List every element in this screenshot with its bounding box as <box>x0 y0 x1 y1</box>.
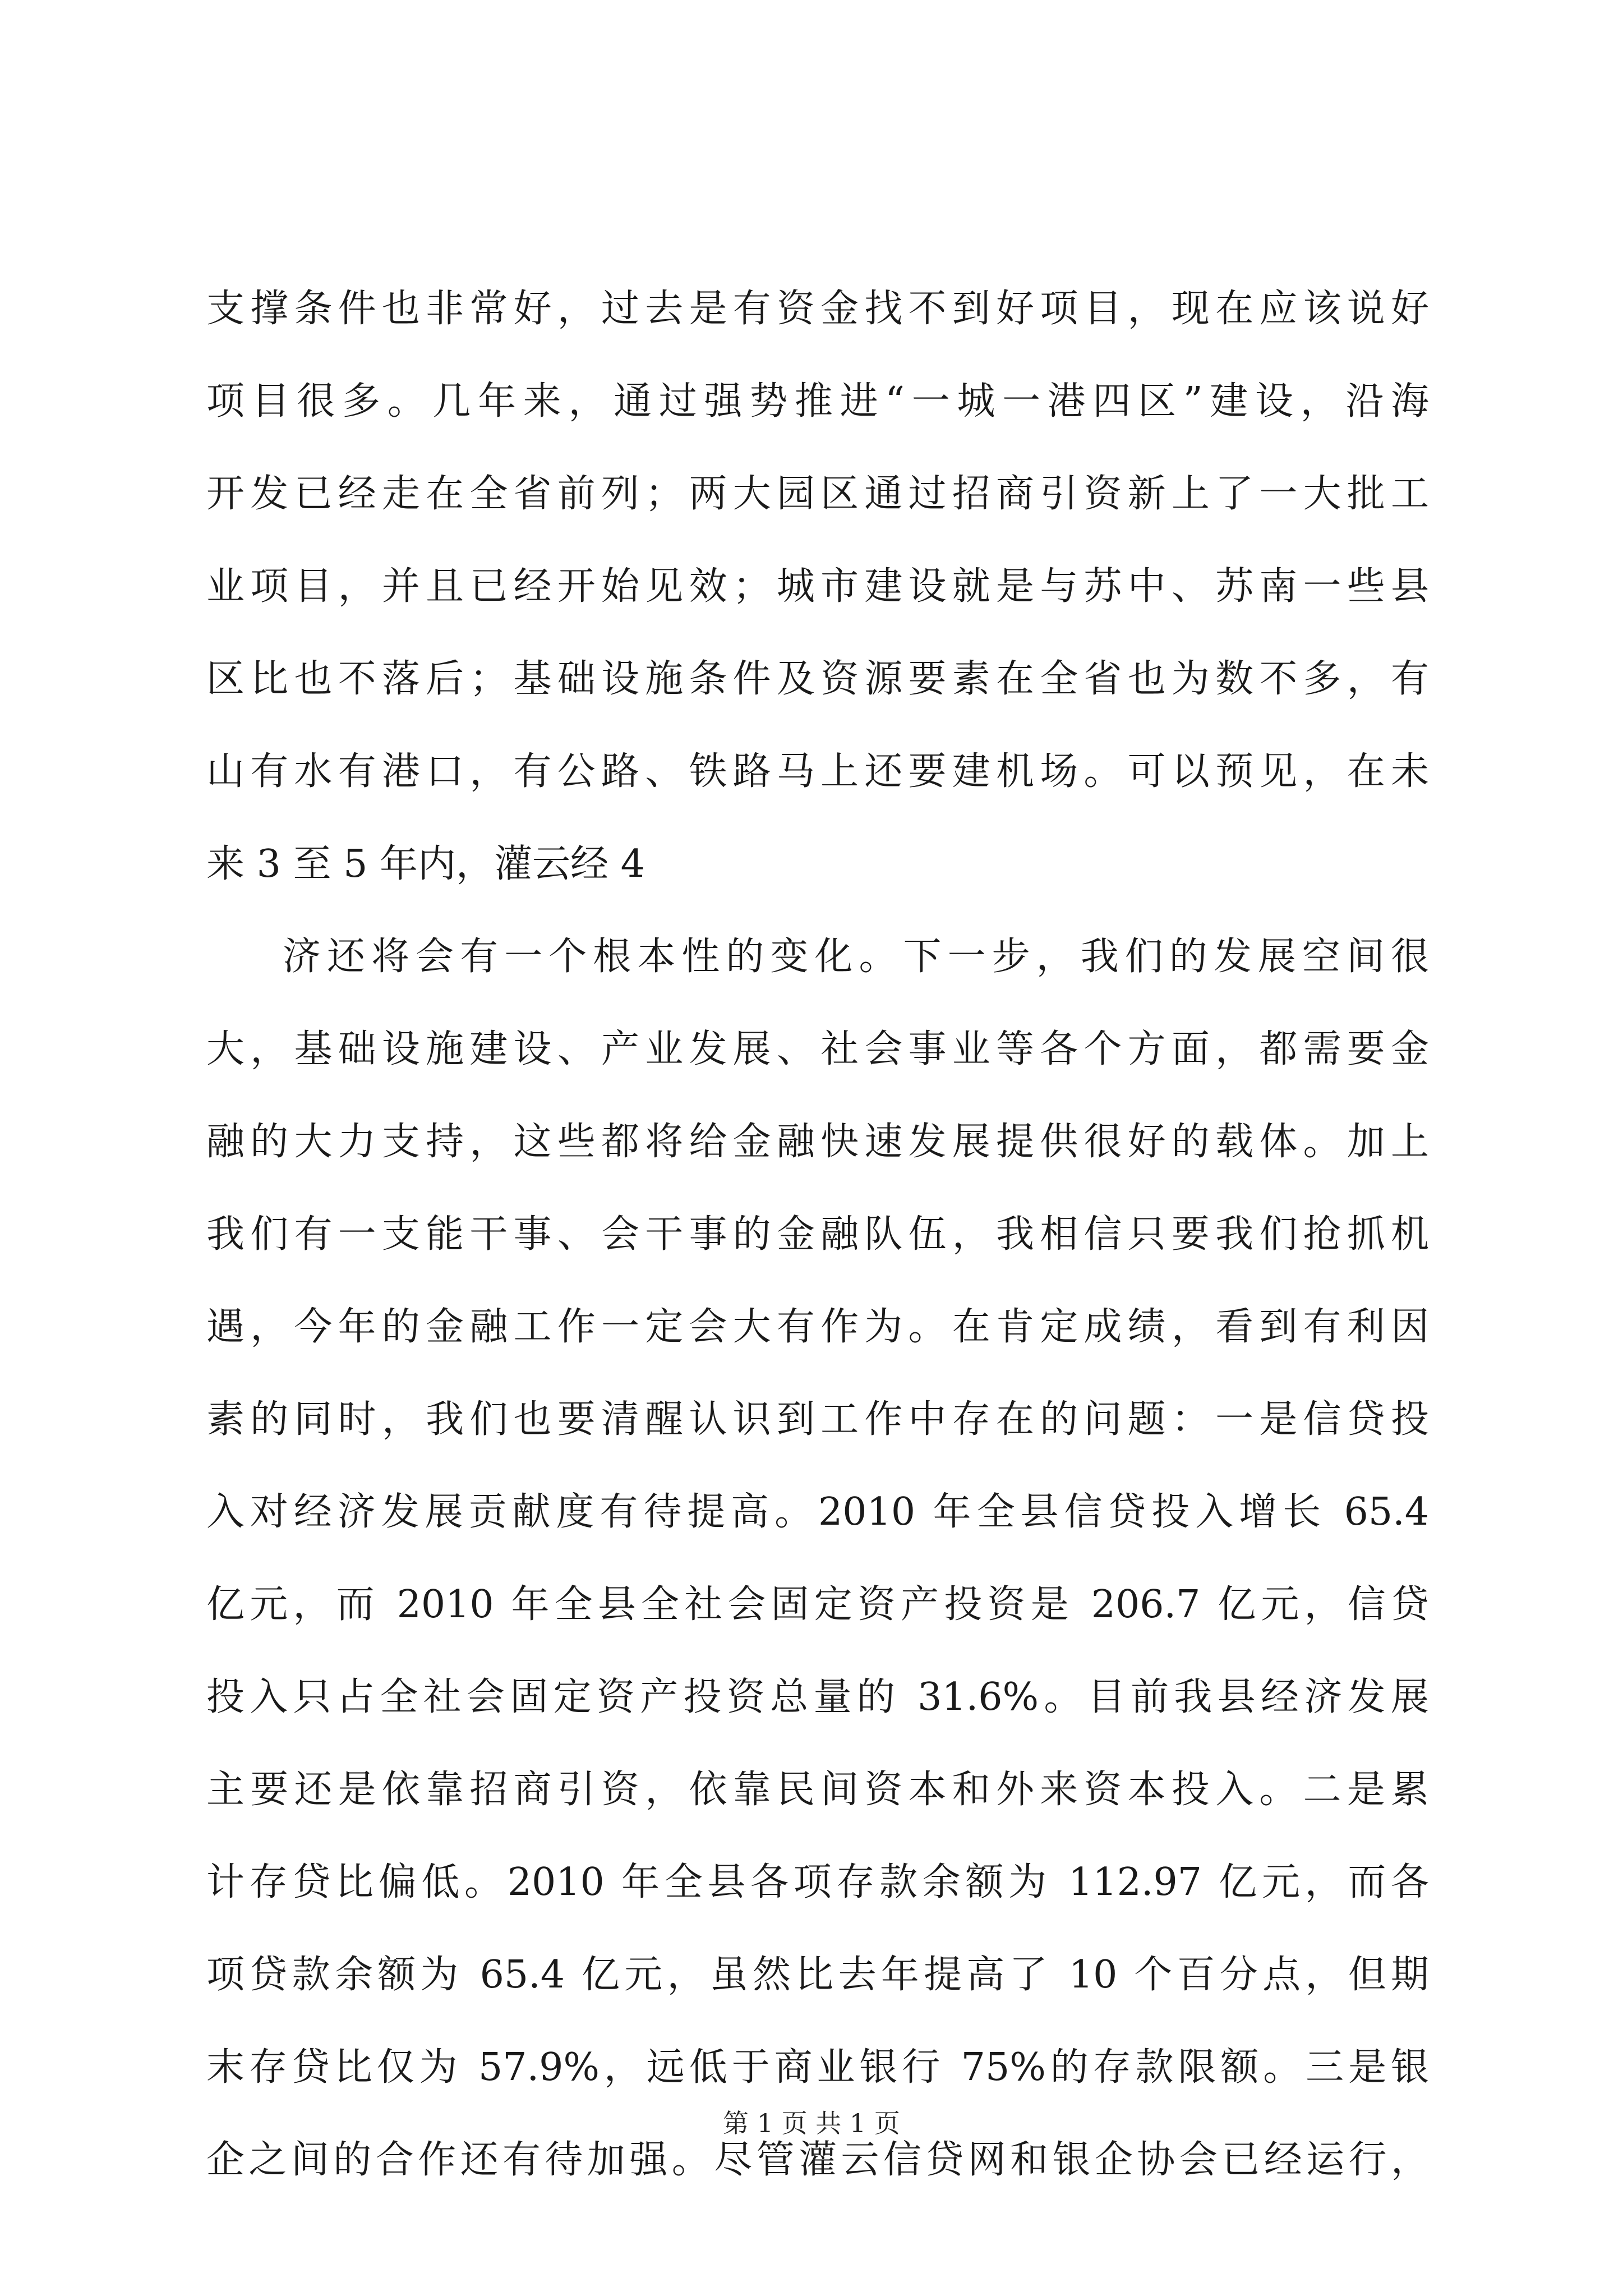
text-line-16: 投入只占全社会固定资产投资总量的 31.6%。目前我县经济发展 <box>206 1675 1429 1719</box>
text-line-6: 山有水有港口，有公路、铁路马上还要建机场。可以预见，在未 <box>206 749 1429 794</box>
text-line-11: 我们有一支能干事、会干事的金融队伍，我相信只要我们抢抓机 <box>206 1212 1429 1257</box>
text-line-17: 主要还是依靠招商引资，依靠民间资本和外来资本投入。二是累 <box>206 1768 1429 1812</box>
text-line-4: 业项目，并且已经开始见效；城市建设就是与苏中、苏南一些县 <box>206 564 1429 609</box>
page-number-label: 第 1 页 共 1 页 <box>723 2108 900 2138</box>
page-footer <box>0 2106 1623 2140</box>
text-line-1: 支撑条件也非常好，过去是有资金找不到好项目，现在应该说好 <box>206 287 1429 331</box>
text-line-14: 入对经济发展贡献度有待提高。2010 年全县信贷投入增长 65.4 <box>206 1490 1429 1534</box>
text-line-3: 开发已经走在全省前列；两大园区通过招商引资新上了一大批工 <box>206 472 1429 516</box>
body-text <box>206 263 1429 2206</box>
text-line-19: 项贷款余额为 65.4 亿元，虽然比去年提高了 10 个百分点，但期 <box>206 1953 1429 1997</box>
text-line-20: 末存贷比仅为 57.9%，远低于商业银行 75%的存款限额。三是银 <box>206 2045 1429 2090</box>
text-line-15: 亿元，而 2010 年全县全社会固定资产投资是 206.7 亿元，信贷 <box>206 1582 1429 1627</box>
text-line-21: 企之间的合作还有待加强。尽管灌云信贷网和银企协会已经运行， <box>206 2138 1429 2182</box>
text-line-12: 遇，今年的金融工作一定会大有作为。在肯定成绩，看到有利因 <box>206 1305 1429 1349</box>
text-line-2: 项目很多。几年来，通过强势推进“一城一港四区”建设，沿海 <box>206 379 1429 424</box>
text-line-8-paragraph-start: 济还将会有一个根本性的变化。下一步，我们的发展空间很 <box>283 935 1429 979</box>
text-line-9: 大，基础设施建设、产业发展、社会事业等各个方面，都需要金 <box>206 1027 1429 1071</box>
text-line-10: 融的大力支持，这些都将给金融快速发展提供很好的载体。加上 <box>206 1120 1429 1164</box>
text-line-18: 计存贷比偏低。2010 年全县各项存款余额为 112.97 亿元，而各 <box>206 1860 1429 1904</box>
text-line-13: 素的同时，我们也要清醒认识到工作中存在的问题：一是信贷投 <box>206 1397 1429 1442</box>
text-line-5: 区比也不落后；基础设施条件及资源要素在全省也为数不多，有 <box>206 657 1429 701</box>
text-line-7: 来 3 至 5 年内，灌云经 4 <box>206 842 645 886</box>
